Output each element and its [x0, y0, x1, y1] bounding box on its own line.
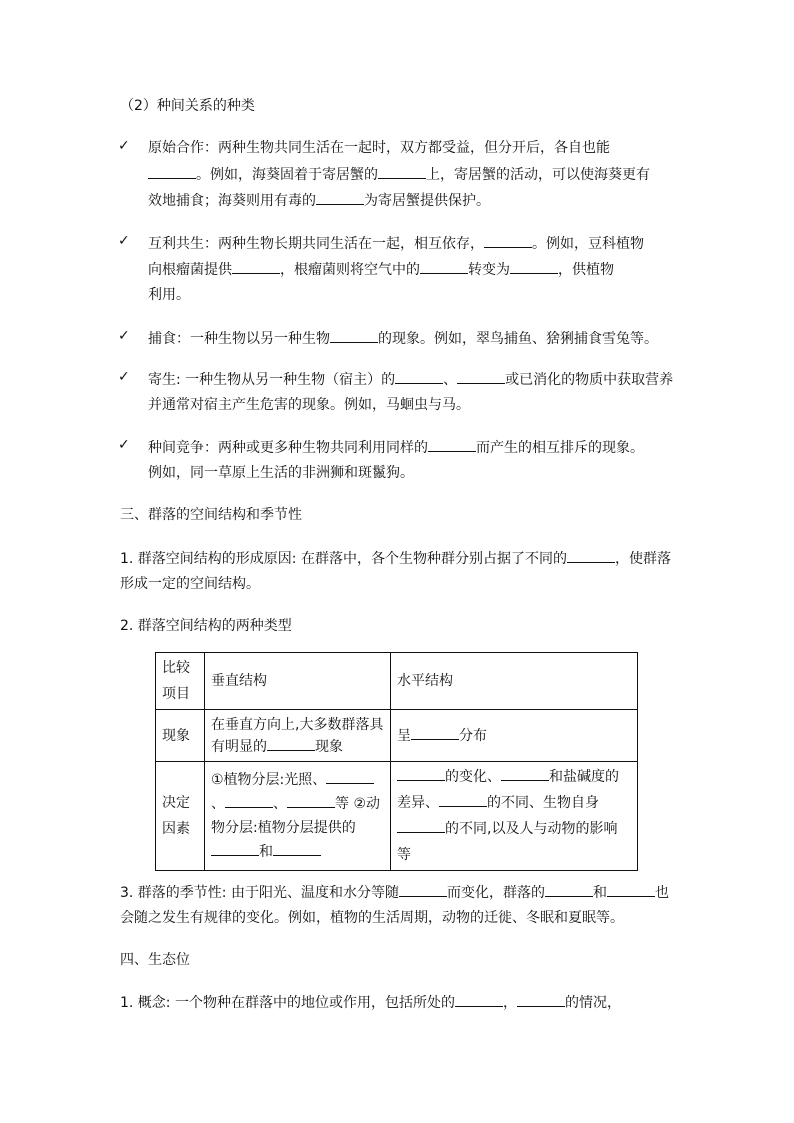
item-4-line-2: 并通常对宿主产生危害的现象。例如，马蛔虫与马。	[148, 397, 470, 413]
para-3-line-1: 3. 群落的季节性: 由于阳光、温度和水分等随 而变化，群落的 和 也	[120, 882, 669, 903]
item-5-line-2: 例如，同一草原上生活的非洲狮和斑鬣狗。	[148, 465, 414, 481]
item-1-line-2-text: 。例如，海葵固着于寄居蟹的 上，寄居蟹的活动，可以使海葵更有	[148, 167, 650, 183]
table-cell: 在垂直方向上,大多数群落具有明显的 现象	[205, 710, 391, 762]
section-3-title: 三、群落的空间结构和季节性	[120, 507, 302, 523]
fill-in-blank	[330, 328, 378, 343]
fill-in-blank	[517, 992, 565, 1007]
fill-in-blank	[545, 882, 593, 897]
fill-in-blank	[232, 259, 280, 274]
para-2: 2. 群落空间结构的两种类型	[120, 618, 292, 634]
table-header-cell: 垂直结构	[205, 653, 391, 710]
fill-in-blank	[420, 259, 468, 274]
checkmark-icon: ✓	[118, 328, 130, 344]
table-header-cell: 比较项目	[156, 653, 205, 710]
fill-in-blank	[510, 259, 558, 274]
para-3-line-2: 会随之发生有规律的变化。例如，植物的生活周期，动物的迁徙、冬眠和夏眠等。	[120, 910, 624, 926]
structure-comparison-table	[155, 652, 638, 871]
fill-in-blank	[267, 736, 315, 751]
table-cell: 的变化、 和盐碱度的差异、 的不同、生物自身的不同,以及人与动物的影响等	[391, 762, 638, 871]
fill-in-blank	[225, 793, 273, 808]
section-4-title: 四、生态位	[120, 952, 190, 968]
item-2-line-3: 利用。	[148, 287, 190, 303]
table-cell: 现象	[156, 710, 205, 762]
item-4-line-1: 寄生: 一种生物从另一种生物（宿主）的 、 或已消化的物质中获取营养	[148, 369, 673, 390]
item-1-line-1: 原始合作：两种生物共同生活在一起时，双方都受益，但分开后，各自也能	[148, 140, 610, 156]
item-5-line-1: 种间竞争：两种或更多种生物共同利用同样的 而产生的相互排斥的现象。	[148, 437, 644, 458]
fill-in-blank	[326, 769, 374, 784]
para-1-line-1: 1. 群落空间结构的形成原因: 在群落中，各个生物种群分别占据了不同的 ，使群落	[120, 548, 671, 569]
table-row	[156, 653, 638, 710]
fill-in-blank	[484, 233, 532, 248]
checkmark-icon: ✓	[118, 138, 130, 154]
fill-in-blank	[501, 766, 549, 781]
fill-in-blank	[567, 548, 615, 563]
fill-in-blank	[399, 882, 447, 897]
fill-in-blank	[316, 190, 364, 205]
item-3-line-1: 捕食：一种生物以另一种生物 的现象。例如，翠鸟捕鱼、猞猁捕食雪兔等。	[148, 328, 658, 349]
fill-in-blank	[428, 437, 476, 452]
fill-in-blank	[287, 793, 335, 808]
fill-in-blank	[439, 792, 487, 807]
item-2-line-2: 向根瘤菌提供 ，根瘤菌则将空气中的 转变为 ，供植物	[148, 259, 614, 280]
fill-in-blank	[148, 164, 196, 179]
fill-in-blank	[397, 818, 445, 833]
fill-in-blank	[273, 841, 321, 856]
item-2-line-1: 互利共生：两种生物长期共同生活在一起，相互依存， 。例如，豆科植物	[148, 233, 644, 254]
fill-in-blank	[457, 369, 505, 384]
item-1-line-2	[148, 164, 650, 185]
subsection-title: （2）种间关系的种类	[120, 98, 255, 114]
fill-in-blank	[455, 992, 503, 1007]
fill-in-blank	[211, 841, 259, 856]
item-1-line-3: 效地捕食；海葵则用有毒的 为寄居蟹提供保护。	[148, 190, 490, 211]
fill-in-blank	[397, 766, 445, 781]
table-cell: ①植物分层:光照、、 、 等 ②动物分层:植物分层提供的和	[205, 762, 391, 871]
para-1-line-2: 形成一定的空间结构。	[120, 576, 260, 592]
checkmark-icon: ✓	[118, 233, 130, 249]
fill-in-blank	[411, 725, 459, 740]
table-row	[156, 710, 638, 762]
fill-in-blank	[378, 164, 426, 179]
checkmark-icon: ✓	[118, 437, 130, 453]
table-row	[156, 762, 638, 871]
table-cell: 决定因素	[156, 762, 205, 871]
fill-in-blank	[607, 882, 655, 897]
para-4: 1. 概念: 一个物种在群落中的地位或作用，包括所处的 ， 的情况，	[120, 992, 621, 1013]
table-header-cell: 水平结构	[391, 653, 638, 710]
checkmark-icon: ✓	[118, 369, 130, 385]
fill-in-blank	[395, 369, 443, 384]
table-cell: 呈 分布	[391, 710, 638, 762]
